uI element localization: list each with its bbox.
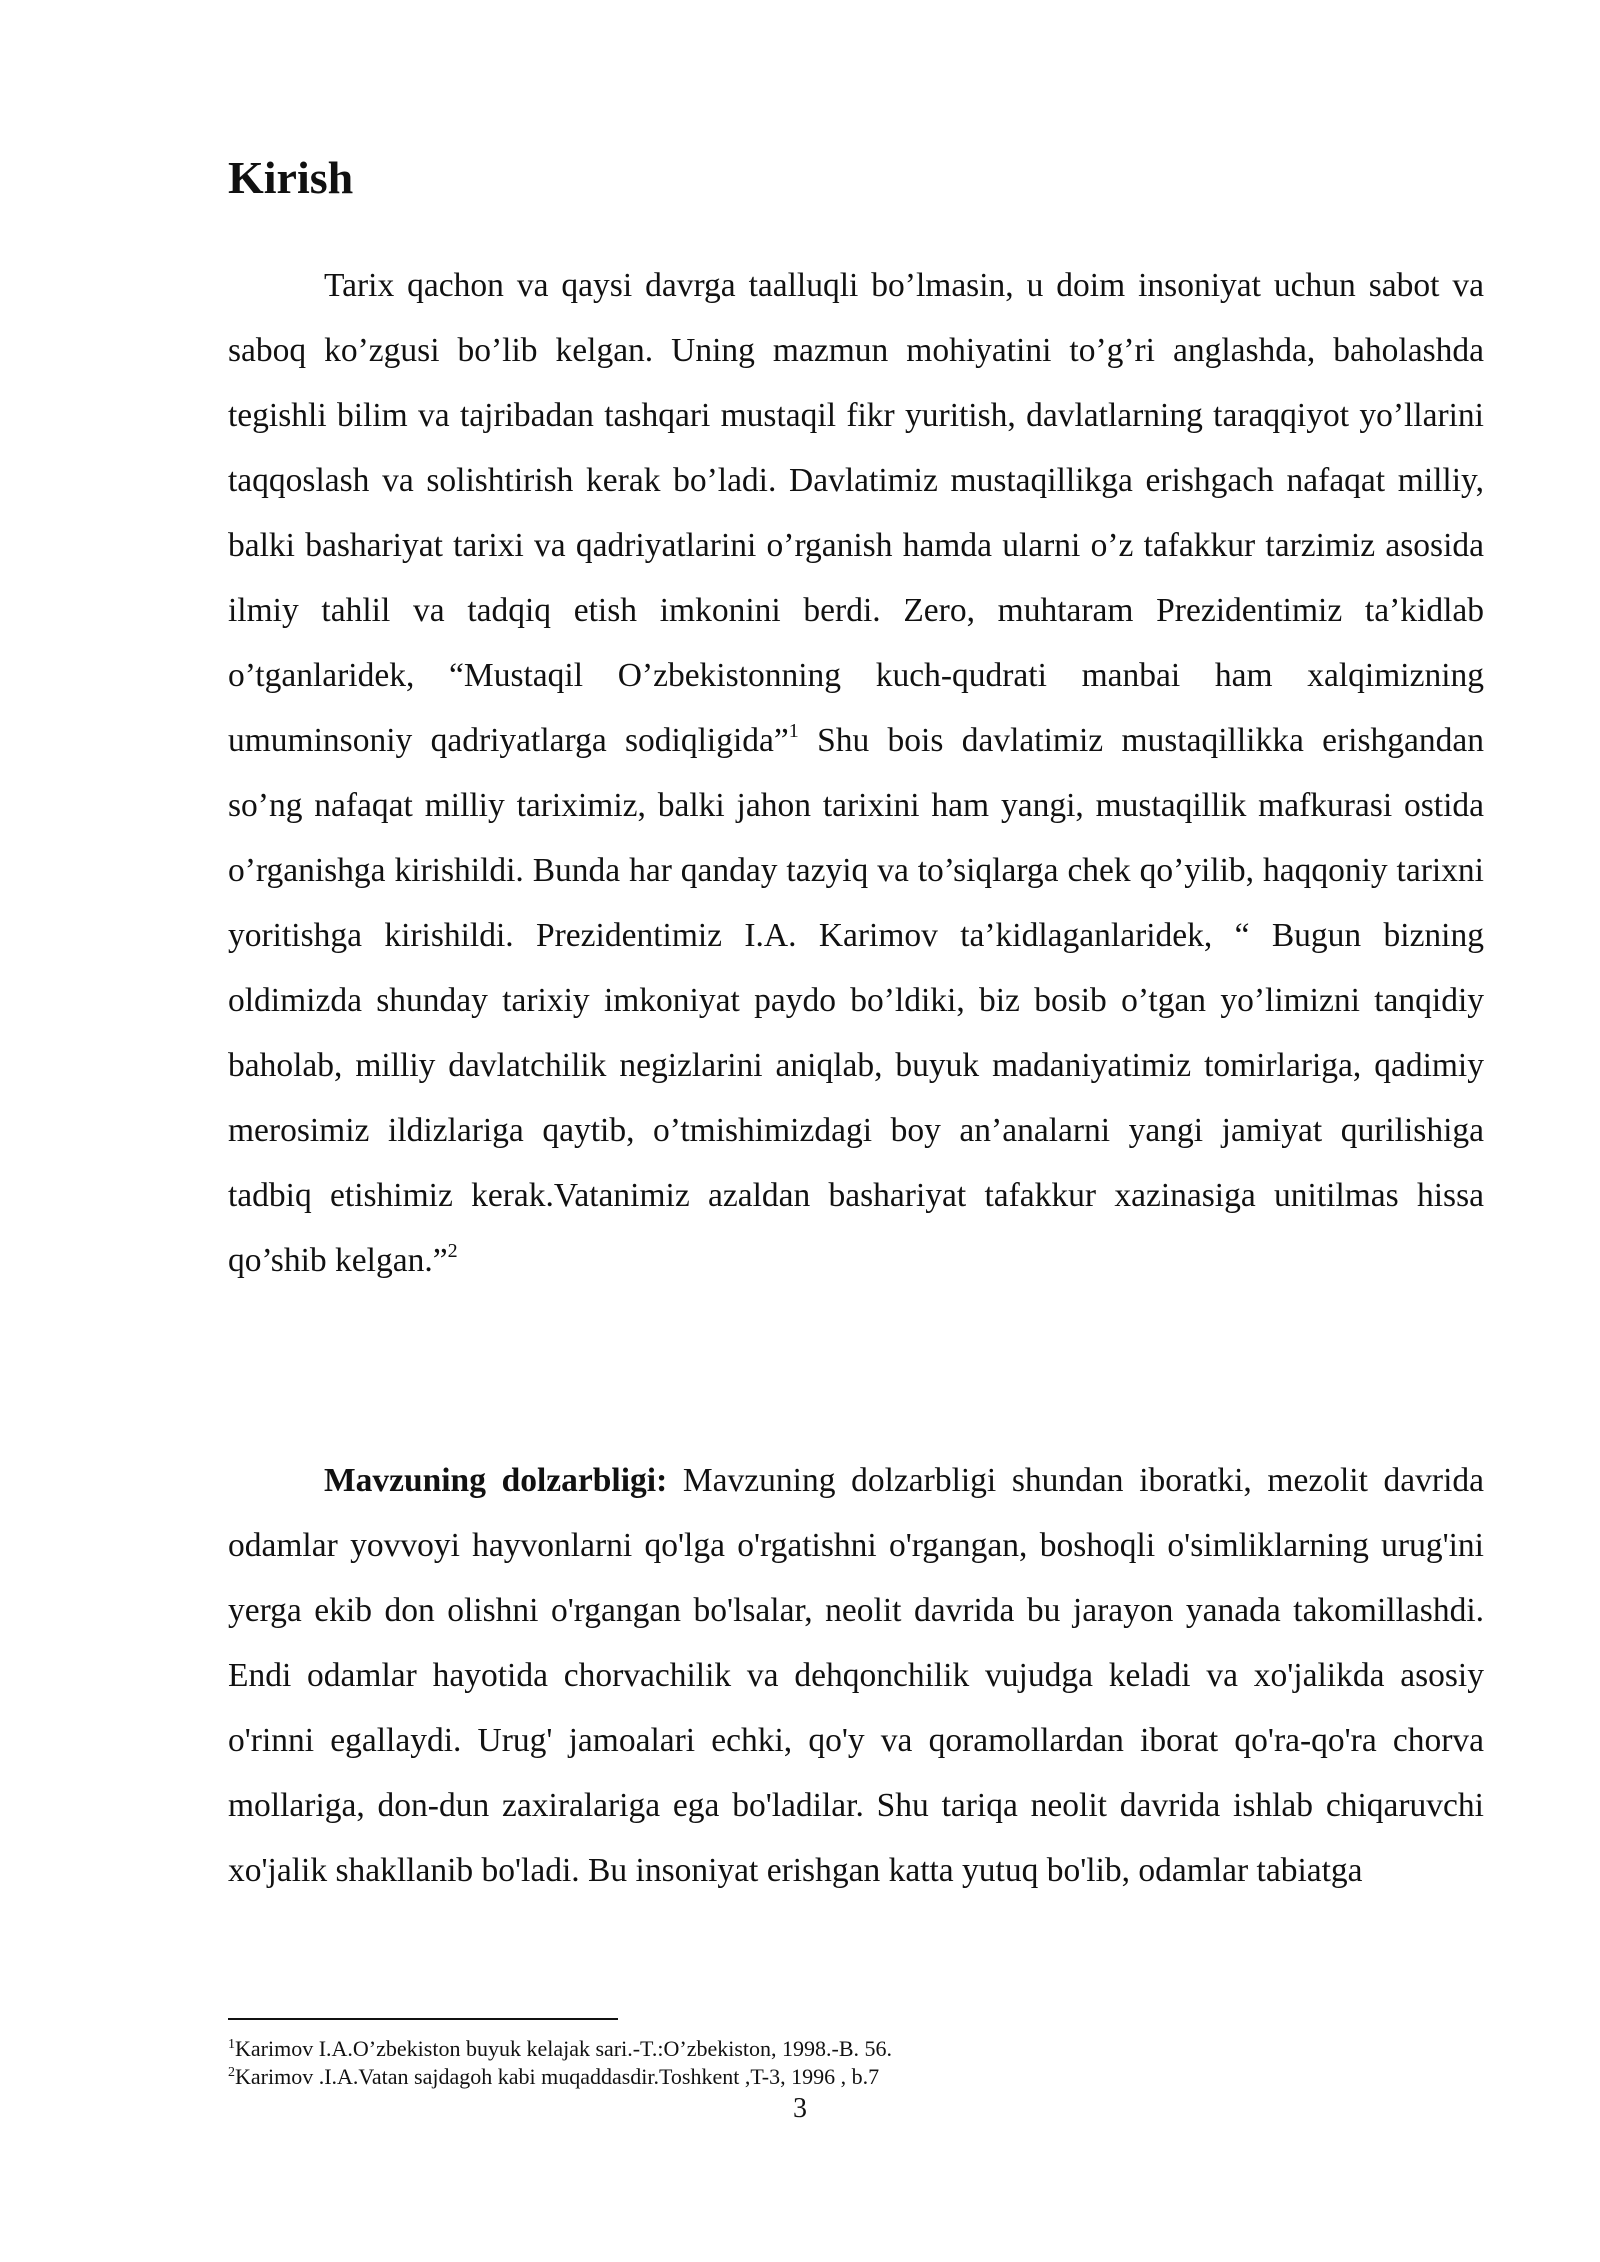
intro-text-part2: Shu bois davlatimiz mustaqillikka erishgandan so’ng nafaqat milliy tariximiz, balki jahon tarixini ham yangi, mustaqillik mafkurasi ostida o’rganishga kirishildi. Bunda har qanday tazyiq va to’siqlarga chek qo’yilib, haqqoniy tarixni yoritishga kirishildi. Prezidentimiz I.A. Karimov ta’kidlaganlaridek, “ Bugun bizning oldimizda shunday tarixiy imkoniyat paydo bo’ldiki, biz bosib o’tgan yo’limizni tanqidiy baholab, milliy davlatchilik negizlarini aniqlab, buyuk madaniyatimiz tomirlariga, qadimiy merosimiz ildizlariga qaytib, o’tmishimizdagi boy an’analarni yangi jamiyat qurilishiga tadbiq etishimiz kerak.Vatanimiz azaldan bashariyat tafakkur xazinasiga unitilmas hissa qo’shib kelgan.” — [228, 722, 1484, 1279]
footnote-2 — [228, 2063, 1484, 2095]
footnote-2-number: 2 — [228, 2065, 235, 2080]
intro-paragraph — [228, 253, 1484, 1293]
footnote-2-text: Karimov .I.A.Vatan sajdagoh kabi muqaddasdir.Toshkent ,T-3, 1996 , b.7 — [235, 2064, 880, 2089]
footnote-divider — [228, 2018, 618, 2020]
relevance-paragraph — [228, 1448, 1484, 1903]
footnote-ref-1[interactable]: 1 — [788, 720, 799, 742]
intro-text-part1: Tarix qachon va qaysi davrga taalluqli bo’lmasin, u doim insoniyat uchun sabot va saboq ko’zgusi bo’lib kelgan. Uning mazmun mohiyatini to’g’ri anglashda, baholashda tegishli bilim va tajribadan tashqari mustaqil fikr yuritish, davlatlarning taraqqiyot yo’llarini taqqoslash va solishtirish kerak bo’ladi. Davlatimiz mustaqillikga erishgach nafaqat milliy, balki bashariyat tarixi va qadriyatlarini o’rganish hamda ularni o’z tafakkur tarzimiz asosida ilmiy tahlil va tadqiq etish imkonini berdi. Zero, muhtaram Prezidentimiz ta’kidlab o’tganlaridek, “Mustaqil O’zbekistonning kuch-qudrati manbai ham xalqimizning umuminsoniy qadriyatlarga sodiqligida” — [228, 267, 1484, 759]
relevance-lead: Mavzuning dolzarbligi: — [324, 1462, 668, 1499]
page-title: Kirish — [228, 152, 354, 203]
footnote-1-text: Karimov I.A.O’zbekiston buyuk kelajak sari.-T.:O’zbekiston, 1998.-B. 56. — [235, 2036, 893, 2061]
footnote-ref-2[interactable]: 2 — [447, 1240, 458, 1262]
relevance-text: Mavzuning dolzarbligi shundan iboratki, mezolit davrida odamlar yovvoyi hayvonlarni qo'lga o'rgatishni o'rgangan, boshoqli o'simliklarning urug'ini yerga ekib don olishni o'rgangan bo'lsalar, neolit davrida bu jarayon yanada takomillashdi. Endi odamlar hayotida chorvachilik va dehqonchilik vujudga keladi va xo'jalikda asosiy o'rinni egallaydi. Urug' jamoalari echki, qo'y va qoramollardan iborat qo'ra-qo'ra chorva mollariga, don-dun zaxiralariga ega bo'ladilar. Shu tariqa neolit davrida ishlab chiqaruvchi xo'jalik shakllanib bo'ladi. Bu insoniyat erishgan katta yutuq bo'lib, odamlar tabiatga — [228, 1462, 1484, 1889]
footnote-1-number: 1 — [228, 2037, 235, 2052]
page-number: 3 — [793, 2093, 807, 2124]
